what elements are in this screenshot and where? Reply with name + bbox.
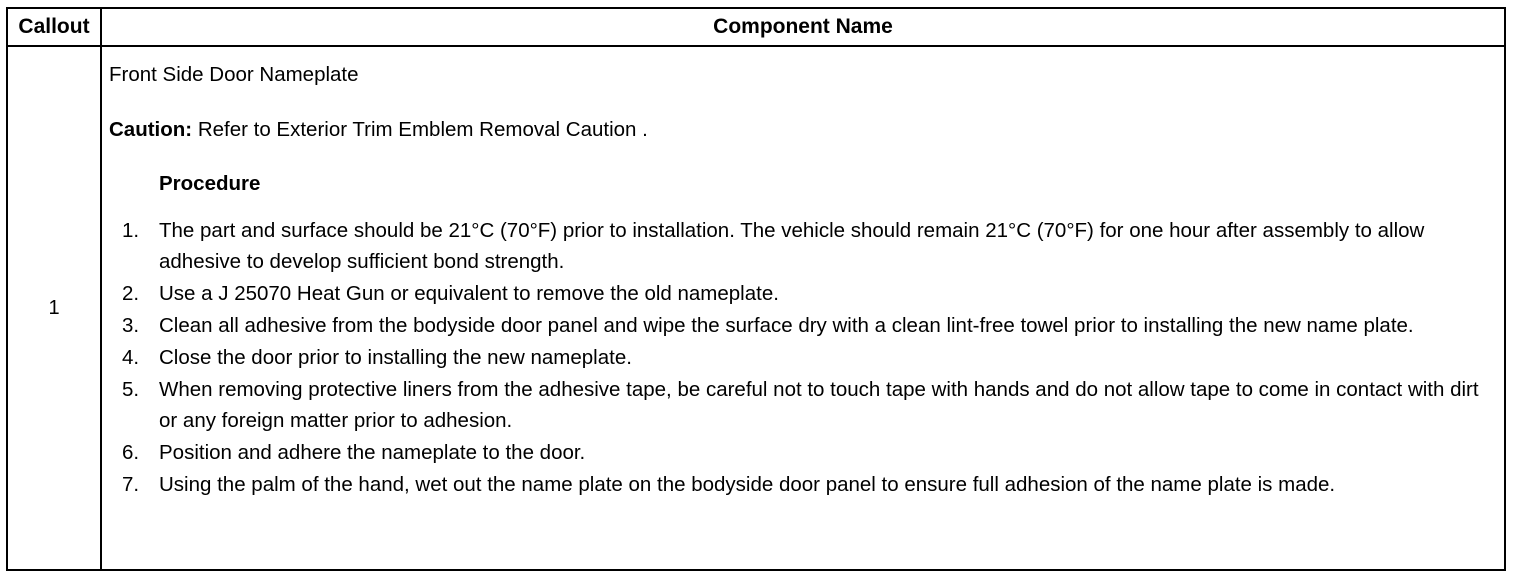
header-component-name: Component Name xyxy=(102,9,1504,47)
step-text: Clean all adhesive from the bodyside door panel and wipe the surface dry with a clean lint-free towel prior to installing the new name plate. xyxy=(159,314,1414,337)
caution-text: Refer to Exterior Trim Emblem Removal Caution . xyxy=(192,118,648,141)
list-item xyxy=(102,342,1502,373)
header-callout: Callout xyxy=(8,9,102,47)
list-item xyxy=(102,437,1502,468)
step-number: 5. xyxy=(122,378,140,401)
step-number: 3. xyxy=(122,314,140,337)
callout-number: 1 xyxy=(8,47,102,569)
list-item xyxy=(102,374,1502,436)
step-number: 4. xyxy=(122,346,140,369)
component-content xyxy=(102,47,1504,569)
procedure-title: Procedure xyxy=(159,172,261,195)
list-item xyxy=(102,215,1502,277)
step-text: When removing protective liners from the adhesive tape, be careful not to touch tape with hands and do not allow tape to come in contact with dirt or any foreign matter prior to adhesion. xyxy=(159,378,1479,432)
step-text: Use a J 25070 Heat Gun or equivalent to remove the old nameplate. xyxy=(159,282,779,305)
step-number: 1. xyxy=(122,219,140,242)
step-text: The part and surface should be 21°C (70°F) prior to installation. The vehicle should remain 21°C (70°F) for one hour after assembly to allow adhesive to develop sufficient bond strength. xyxy=(159,219,1425,273)
step-text: Using the palm of the hand, wet out the name plate on the bodyside door panel to ensure full adhesion of the name plate is made. xyxy=(159,473,1336,496)
list-item xyxy=(102,469,1502,500)
caution-line xyxy=(109,114,648,145)
caution-label: Caution: xyxy=(109,118,193,141)
list-item xyxy=(102,310,1502,341)
component-table xyxy=(6,7,1506,571)
step-number: 7. xyxy=(122,473,140,496)
list-item xyxy=(102,278,1502,309)
step-text: Position and adhere the nameplate to the door. xyxy=(159,441,586,464)
procedure-steps xyxy=(102,215,1502,501)
step-number: 2. xyxy=(122,282,140,305)
step-text: Close the door prior to installing the new nameplate. xyxy=(159,346,632,369)
step-number: 6. xyxy=(122,441,140,464)
component-title: Front Side Door Nameplate xyxy=(109,63,359,86)
